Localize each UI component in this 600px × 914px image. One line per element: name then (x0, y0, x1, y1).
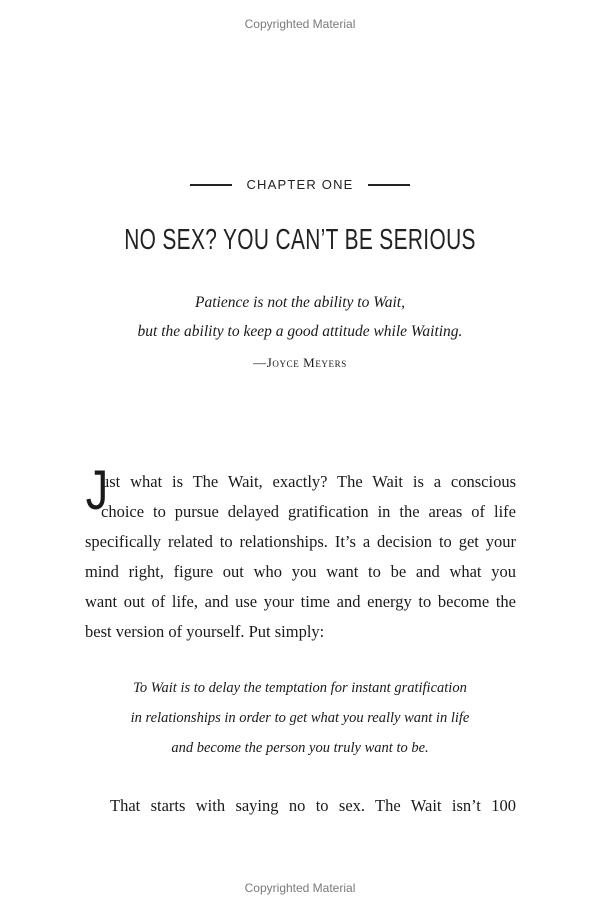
chapter-number: CHAPTER ONE (246, 177, 354, 192)
divider (190, 184, 232, 186)
copyright-watermark-bottom: Copyrighted Material (244, 881, 356, 895)
divider (368, 184, 410, 186)
body-line: ust what is The Wait, exactly? The Wait is a conscious (101, 472, 516, 491)
chapter-title: NO SEX? YOU CAN’T BE SERIOUS (124, 224, 476, 256)
body-line: want out of life, and use your time and energy to become the (85, 592, 516, 611)
copyright-watermark-top: Copyrighted Material (244, 17, 356, 31)
chapter-label (0, 177, 600, 192)
body-line: best version of yourself. Put simply: (85, 622, 325, 641)
body-line: That starts with saying no to sex. The Wait isn’t 100 (110, 796, 516, 815)
quote-line: in relationships in order to get what you really want in life (130, 710, 470, 726)
drop-cap: J (85, 458, 109, 521)
quote-line: To Wait is to delay the temptation for instant gratification (133, 680, 467, 696)
body-line: specifically related to relationships. It’s a decision to get your (85, 532, 516, 551)
epigraph-line: but the ability to keep a good attitude while Waiting. (137, 323, 463, 340)
epigraph-line: Patience is not the ability to Wait, (195, 294, 405, 311)
quote-line: and become the person you truly want to be. (171, 740, 429, 756)
body-line: choice to pursue delayed gratification in the areas of life (101, 502, 516, 521)
epigraph-attribution: —Joyce Meyers (253, 355, 347, 370)
body-line: mind right, figure out who you want to be and what you (85, 562, 516, 581)
